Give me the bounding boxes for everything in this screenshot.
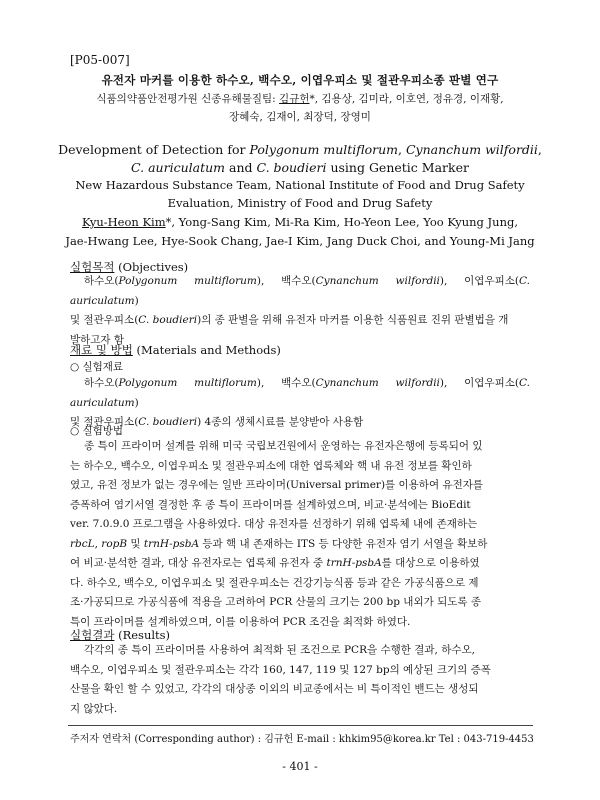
heading-korean: 재료 및 방법 bbox=[70, 343, 133, 357]
materials-subheading: ○ 실험재료 bbox=[70, 361, 124, 373]
text: ), 이엽우피소( bbox=[439, 275, 519, 287]
species-name: C. boudieri bbox=[256, 160, 327, 175]
english-affiliation-line-1: New Hazardous Substance Team, National Institute of Food and Drug Safety bbox=[75, 178, 525, 192]
text: 여 비교·분석한 결과, 대상 유전자로는 엽록체 유전자 중 bbox=[70, 557, 327, 569]
text: 및 절관우피소( bbox=[70, 314, 139, 326]
species-name: C. auriculatum bbox=[131, 160, 226, 175]
text-line: 였고, 유전 정보가 없는 경우에는 일반 프라이머(Universal primer)를 이용하여 유전자를 bbox=[70, 479, 484, 491]
objectives-paragraph bbox=[70, 272, 530, 350]
text-line bbox=[70, 535, 530, 555]
text-line bbox=[70, 272, 530, 311]
species-name: Polygonum multiflorum bbox=[118, 377, 257, 389]
title-text: , bbox=[537, 142, 542, 157]
text-line: 조·가공되므로 가공식품에 적용을 고려하여 PCR 산물의 크기는 200 bp 내외가 되도록 종 bbox=[70, 596, 481, 608]
korean-affiliation: 식품의약품안전평가원 신종유해물질팀: bbox=[96, 93, 280, 105]
text-line bbox=[70, 413, 530, 433]
text-line: 다. 하수오, 백수오, 이엽우피소 및 절관우피소는 건강기능식품 등과 같은 가공식품으로 제 bbox=[70, 576, 479, 589]
page-number: - 401 - bbox=[282, 760, 318, 773]
text-line bbox=[70, 554, 530, 574]
text: , bbox=[94, 537, 102, 550]
korean-coauthors: *, 김용상, 김미라, 이호연, 정유경, 이재황, bbox=[309, 93, 504, 105]
method-subheading: ○ 실험방법 bbox=[70, 425, 124, 437]
heading-korean: 실험목적 bbox=[70, 260, 115, 274]
text: 및 bbox=[127, 537, 144, 550]
corresponding-author-footer: 주저자 연락처 (Corresponding author) : 김규헌 E-mail : khkim95@korea.kr Tel : 043-719-4453 bbox=[70, 734, 534, 745]
text-line: 특이 프라이머를 설계하였으며, 이를 이용하여 PCR 조건을 최적화 하였다. bbox=[70, 615, 411, 628]
species-name: Cynanchum wilfordii bbox=[315, 275, 440, 287]
method-paragraph bbox=[70, 437, 530, 632]
text: ), 백수오( bbox=[256, 377, 316, 389]
text: ) bbox=[134, 396, 139, 409]
species-name: Cynanchum wilfordii bbox=[405, 142, 538, 157]
title-text: and bbox=[225, 160, 257, 175]
title-text: Development of Detection for bbox=[58, 142, 250, 157]
species-name: C. auriculatum bbox=[70, 377, 530, 409]
text-line: 지 않았다. bbox=[70, 702, 118, 715]
english-authors-line-1 bbox=[55, 212, 545, 232]
methods-heading bbox=[70, 342, 281, 358]
text: ), 백수오( bbox=[256, 275, 316, 287]
korean-authors-line-2: 장혜숙, 김재이, 최장덕, 장영미 bbox=[229, 111, 371, 123]
species-name: C. boudieri bbox=[138, 314, 198, 326]
text-line: 각각의 종 특이 프라이머를 사용하여 최적화 된 조건으로 PCR을 수행한 결과, 하수오, bbox=[84, 644, 475, 656]
korean-authors-line-1 bbox=[50, 90, 550, 108]
text: 및 절관우피소( bbox=[70, 416, 139, 428]
heading-english: (Objectives) bbox=[114, 260, 189, 274]
text: 를 대상으로 이용하였 bbox=[381, 557, 480, 569]
footer-divider bbox=[68, 725, 533, 726]
english-title-line-2 bbox=[40, 159, 560, 177]
results-paragraph bbox=[70, 641, 530, 719]
abstract-code: [P05-007] bbox=[70, 53, 130, 67]
heading-korean: 실험결과 bbox=[70, 628, 115, 642]
english-title-line-1 bbox=[40, 141, 560, 159]
gene-name: trnH-psbA bbox=[326, 557, 382, 569]
species-name: Cynanchum wilfordii bbox=[315, 377, 440, 389]
title-text: , bbox=[398, 142, 406, 157]
text-line: 산물을 확인 할 수 있었고, 각각의 대상종 이외의 비교종에서는 비 특이적인 밴드는 생성되 bbox=[70, 683, 479, 695]
text-line bbox=[70, 374, 530, 413]
gene-name: ropB bbox=[101, 537, 128, 550]
korean-main-author: 김규헌 bbox=[279, 93, 310, 105]
text-line: 는 하수오, 백수오, 이엽우피소 및 절관우피소에 대한 엽록체와 핵 내 유전 정보를 확인하 bbox=[70, 459, 472, 472]
text: 등과 핵 내 존재하는 ITS 등 다양한 유전자 염기 서열을 확보하 bbox=[199, 537, 488, 550]
text-line: 종 특이 프라이머 설계를 위해 미국 국립보건원에서 운영하는 유전자은행에 등록되어 있 bbox=[84, 440, 483, 452]
heading-english: (Results) bbox=[114, 628, 171, 642]
title-text: using Genetic Marker bbox=[326, 160, 469, 175]
species-name: C. boudieri bbox=[138, 416, 198, 428]
gene-name: trnH-psbA bbox=[143, 537, 200, 550]
text: ) bbox=[134, 294, 139, 307]
korean-title: 유전자 마커를 이용한 하수오, 백수오, 이엽우피소 및 절관우피소종 판별 연구 bbox=[101, 73, 499, 87]
text: )의 종 판별을 위해 유전자 마커를 이용한 식품원료 진위 판별법을 개 bbox=[197, 314, 509, 326]
heading-english: (Materials and Methods) bbox=[132, 343, 281, 357]
species-name: Polygonum multiflorum bbox=[249, 142, 399, 157]
english-authors-line-2: Jae-Hwang Lee, Hye-Sook Chang, Jae-I Kim, Jang Duck Choi, and Young-Mi Jang bbox=[65, 234, 535, 248]
english-main-author: Kyu-Heon Kim bbox=[81, 215, 166, 229]
english-coauthors: *, Yong-Sang Kim, Mi-Ra Kim, Ho-Yeon Lee, Yoo Kyung Jung, bbox=[165, 215, 518, 229]
text: 하수오( bbox=[84, 275, 119, 287]
text-line: 발하고자 함 bbox=[70, 333, 125, 346]
species-name: Polygonum multiflorum bbox=[118, 275, 257, 287]
species-name: C. auriculatum bbox=[70, 275, 530, 307]
text-line: ver. 7.0.9.0 프로그램을 사용하였다. 대상 유전자를 선정하기 위해 엽록체 내에 존재하는 bbox=[70, 518, 478, 530]
text: ) 4종의 생체시료를 분양받아 사용함 bbox=[197, 416, 364, 428]
english-affiliation-line-2: Evaluation, Ministry of Food and Drug Safety bbox=[167, 196, 433, 210]
text-line: 백수오, 이엽우피소 및 절관우피소는 각각 160, 147, 119 및 127 bp의 예상된 크기의 증폭 bbox=[70, 663, 491, 676]
text: 하수오( bbox=[84, 377, 119, 389]
materials-paragraph bbox=[70, 374, 530, 433]
text-line bbox=[70, 311, 530, 331]
text: ), 이엽우피소( bbox=[439, 377, 519, 389]
text-line: 증폭하여 염기서열 결정한 후 종 특이 프라이머를 설계하였으며, 비교·분석에는 BioEdit bbox=[70, 498, 471, 511]
gene-name: rbcL bbox=[70, 537, 95, 550]
